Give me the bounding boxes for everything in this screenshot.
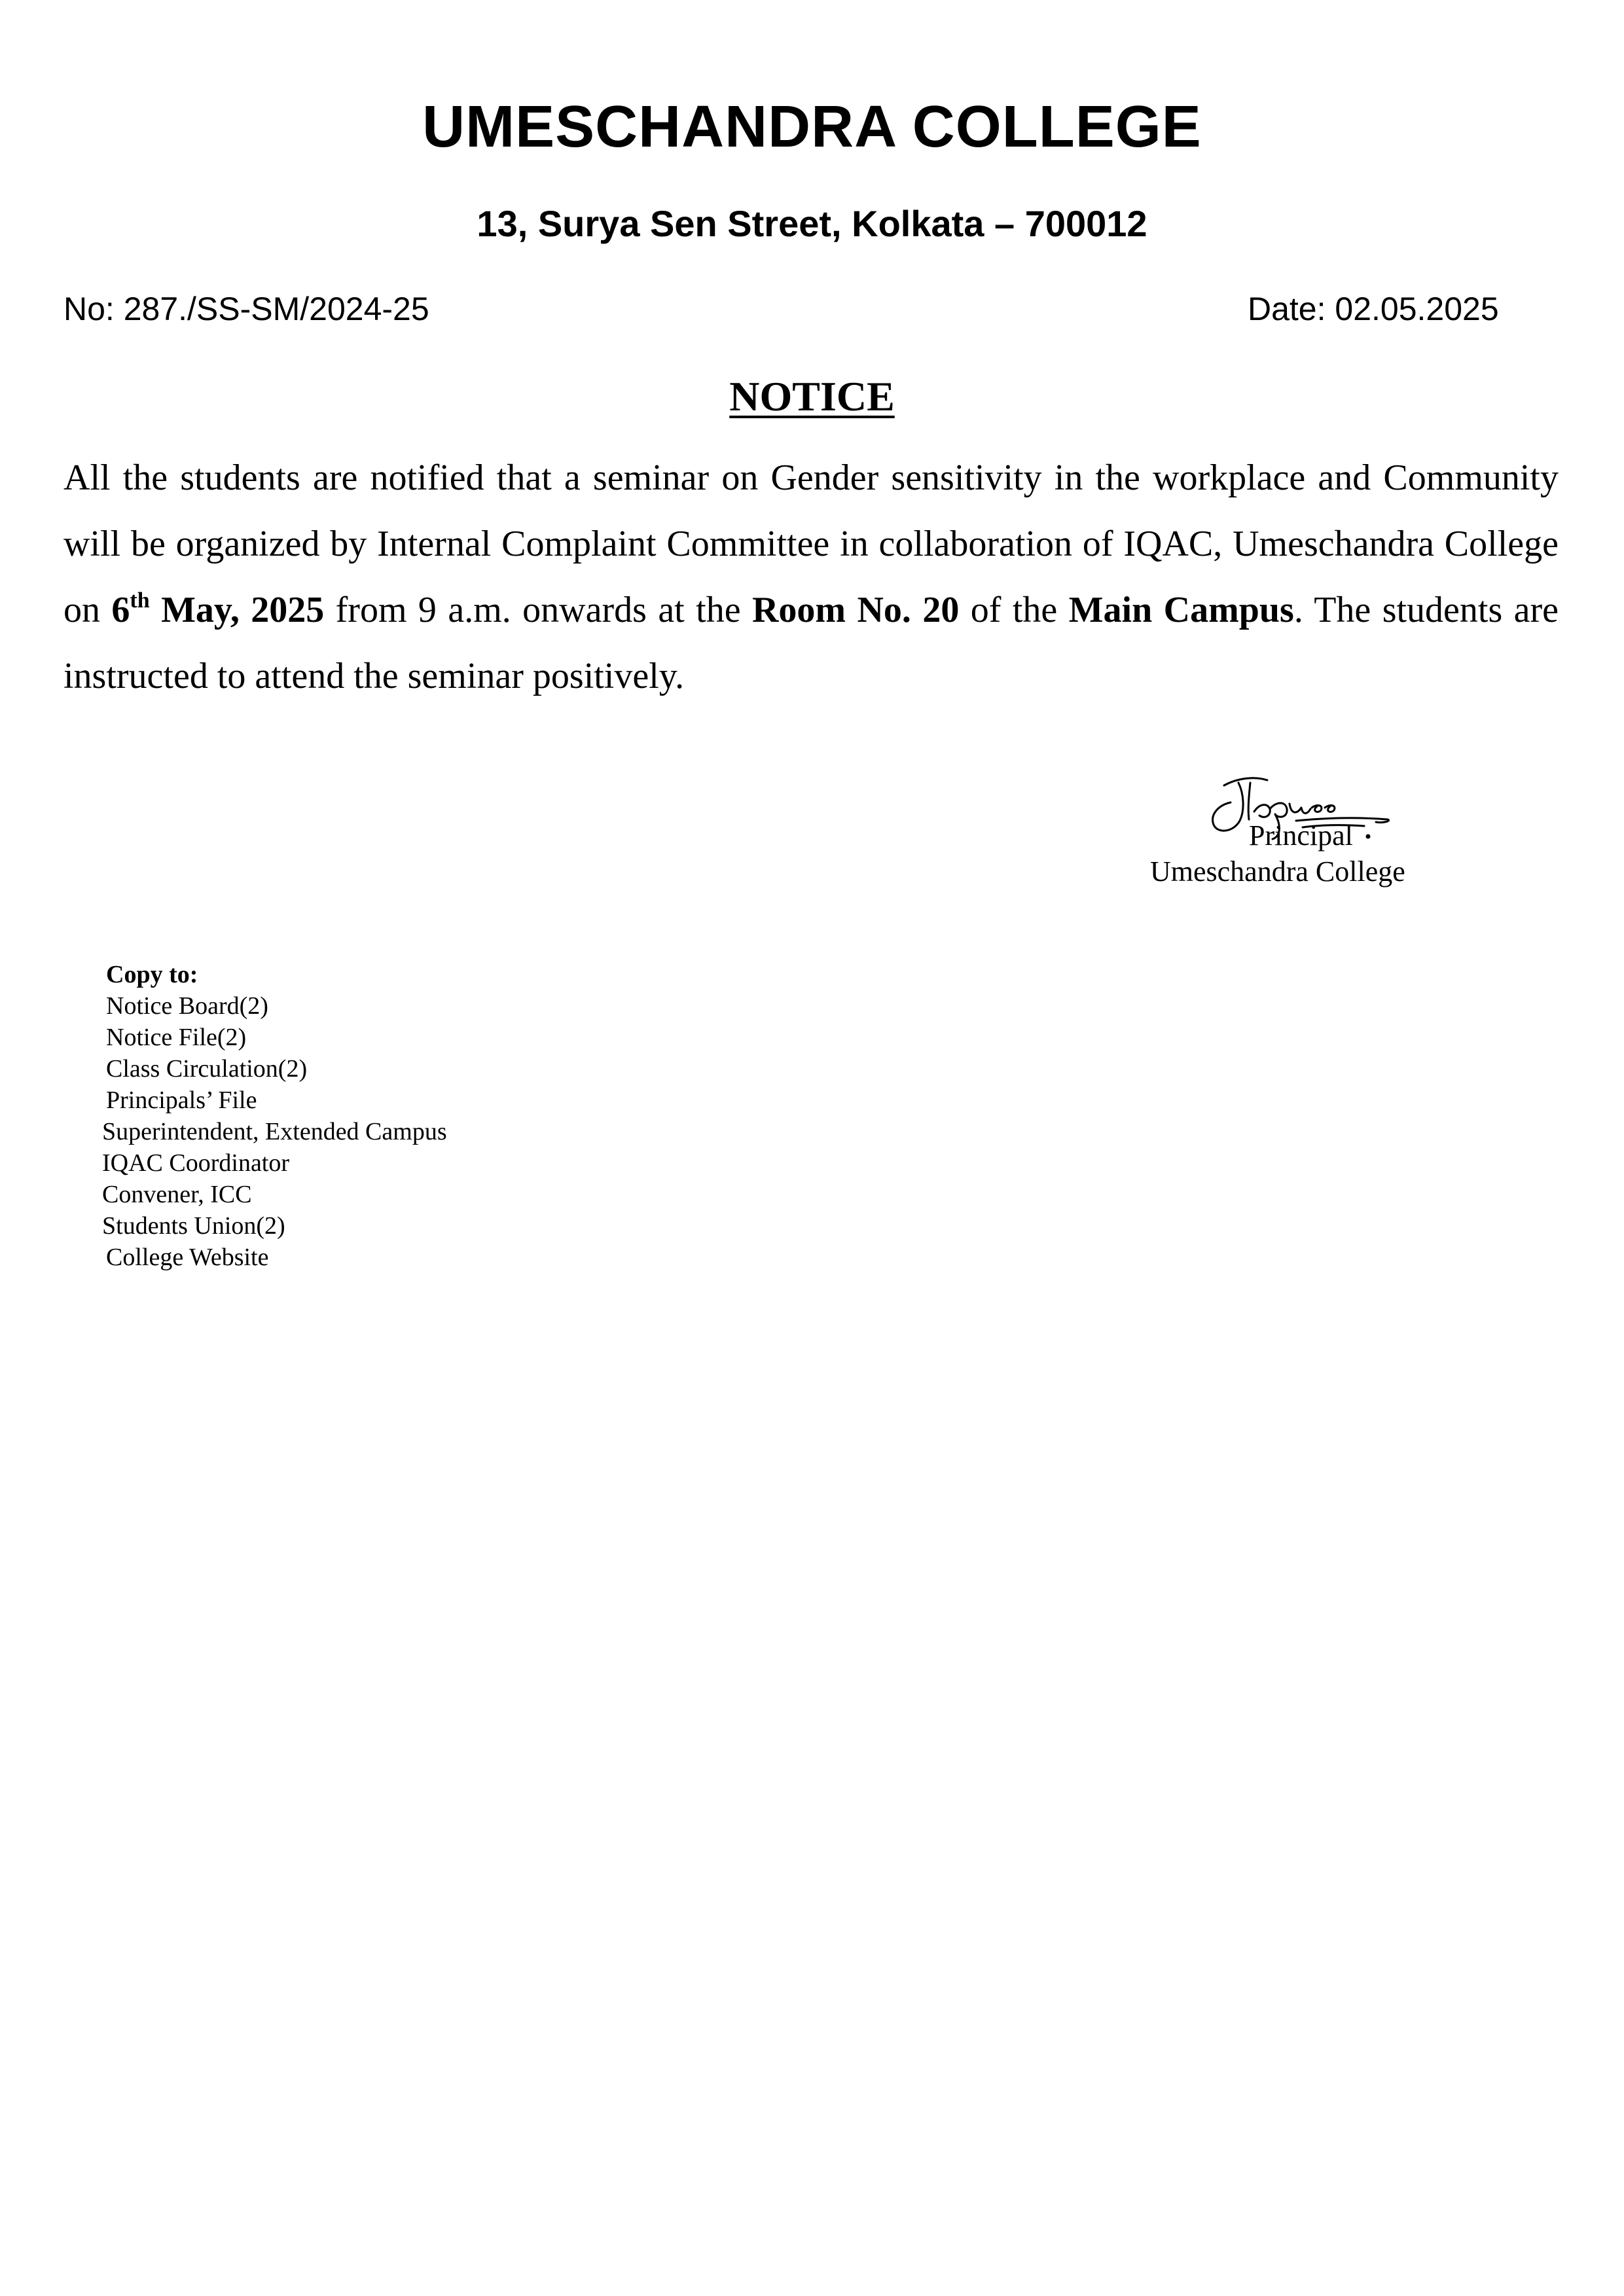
- seminar-room: Room No. 20: [751, 590, 960, 630]
- notice-text-2: from 9 a.m. onwards at the: [324, 590, 752, 630]
- copy-to-item: Principals’ File: [106, 1086, 257, 1114]
- copy-to-item: Convener, ICC: [102, 1181, 252, 1208]
- copy-to-item: Superintendent, Extended Campus: [102, 1118, 447, 1145]
- signatory-title: Principal: [1249, 819, 1353, 852]
- seminar-date-suffix: th: [130, 588, 150, 613]
- copy-to-item: Class Circulation(2): [106, 1055, 308, 1083]
- copy-to-item: College Website: [106, 1244, 269, 1271]
- copy-to-heading: Copy to:: [106, 961, 198, 988]
- notice-text-3: of the: [959, 590, 1069, 630]
- copy-to-item: Notice Board(2): [106, 992, 268, 1020]
- seminar-date-day: 6: [111, 590, 130, 630]
- notice-text-4: . The students are instructed to attend the seminar positively.: [63, 590, 1559, 696]
- notice-heading: NOTICE: [729, 373, 895, 420]
- notice-text-1: All the students are notified that a seminar on Gender sensitivity in the workplace and Community will be organized by Internal Complaint Committee in collaboration of IQAC, Umeschandra College on: [63, 457, 1559, 630]
- copy-to-item: IQAC Coordinator: [102, 1149, 290, 1177]
- copy-to-item: Notice File(2): [106, 1024, 247, 1051]
- copy-to-list: [98, 990, 447, 1273]
- reference-number: No: 287./SS-SM/2024-25: [63, 291, 429, 327]
- college-address: 13, Surya Sen Street, Kolkata – 700012: [477, 203, 1147, 244]
- notice-date: Date: 02.05.2025: [1248, 291, 1499, 327]
- signatory-organization: Umeschandra College: [1150, 855, 1405, 888]
- seminar-date-rest: May, 2025: [149, 590, 325, 630]
- copy-to-item: Students Union(2): [102, 1212, 285, 1240]
- copy-to-block: [98, 959, 447, 1273]
- college-name: UMESCHANDRA COLLEGE: [422, 94, 1202, 160]
- seminar-date: [111, 590, 324, 630]
- notice-body: [63, 445, 1559, 709]
- seminar-campus: Main Campus: [1068, 590, 1294, 630]
